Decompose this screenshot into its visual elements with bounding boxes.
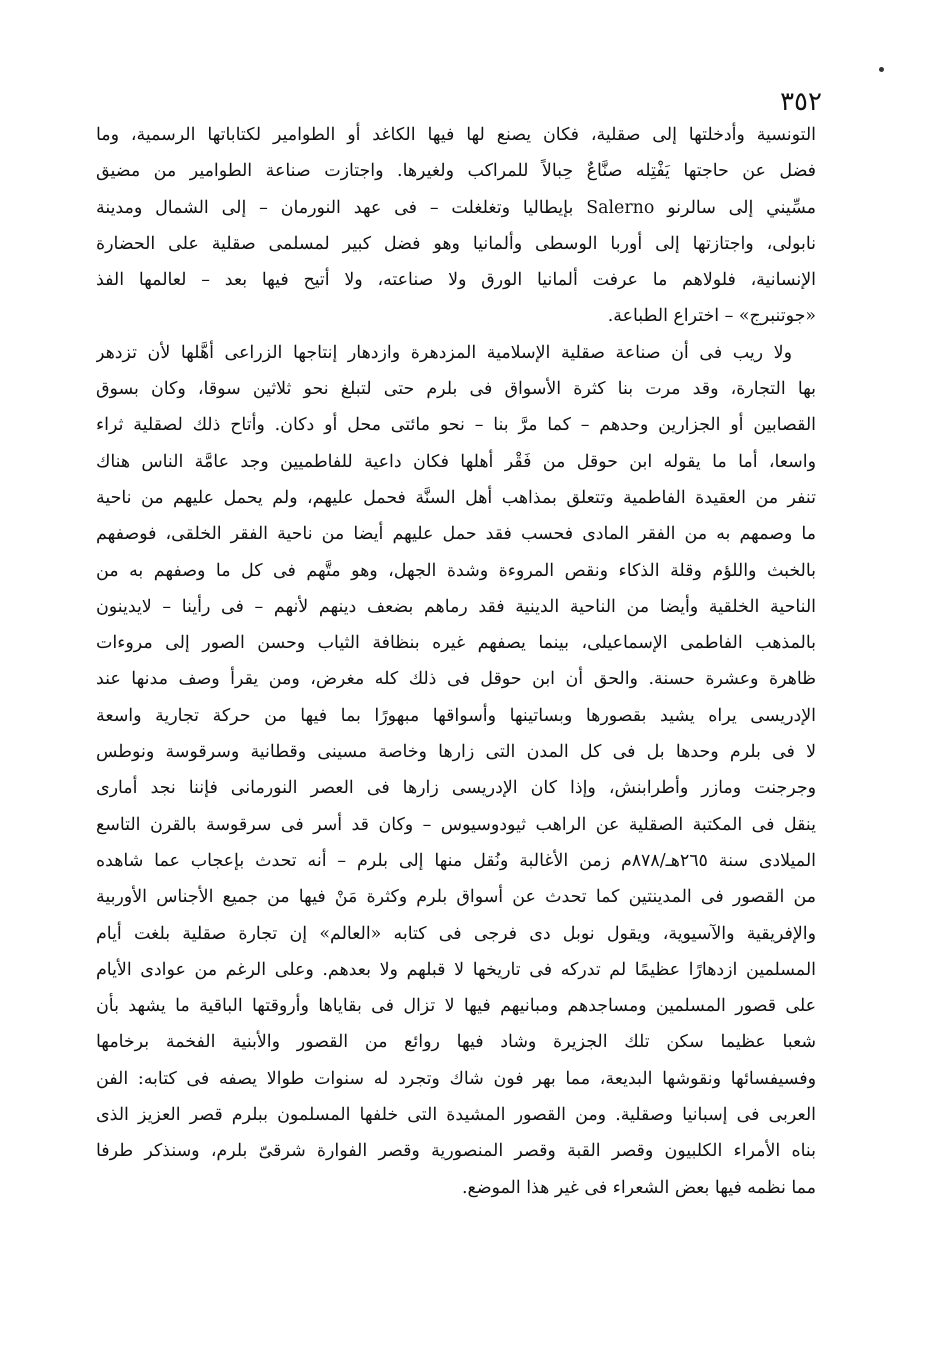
text-line-paragraph-start: ولا ريب فى أن صناعة صقلية الإسلامية المزدهرة وازدهار إنتاجها الزراعى أهَّلها لأن تزدهر (96, 342, 792, 363)
text-line: الإدريسى يراه يشيد بقصورها وبساتينها وأسواقها مبهورًا بما فيها من حركة تجارية واسعة (96, 705, 816, 726)
text-line: نابولى، واجتازتها إلى أوربا الوسطى وألمانيا وهو فضل كبير لمسلمى صقلية على الحضارة (96, 233, 816, 254)
text-line: بها التجارة، وقد مرت بنا كثرة الأسواق فى بلرم حتى لتبلغ نحو ثلاثين سوقا، وكان بسوق (96, 379, 816, 400)
text-line: واسعا، أما ما يقوله ابن حوقل من فَقْر أهلها فكان داعية للفاطميين وجد عامَّة الناس هناك (96, 451, 816, 472)
page-number: ٣٥٢ (780, 87, 822, 117)
text-line: تنفر من العقيدة الفاطمية وتتعلق بمذاهب أهل السنَّة فحمل عليهم، ولم يحمل عليهم من ناحية (96, 487, 816, 508)
text-line: ينقل فى المكتبة الصقلية عن الراهب ثيودوسيوس – وكان قد أسر فى سرقوسة بالقرن التاسع (96, 814, 816, 835)
text-line-paragraph-end: «جوتنبرج» – اختراع الطباعة. (607, 306, 816, 327)
page-speck (879, 67, 884, 72)
text-line: ظاهرة وعشرة حسنة. والحق أن ابن حوقل فى ذلك كله مغرض، ومن يقرأ وصف مدنها عند (96, 669, 816, 690)
text-line: التونسية وأدخلتها إلى صقلية، فكان يصنع لها فيها الكاغد أو الطوامير لكتاباتها الرسمية، وما (96, 125, 816, 145)
text-line-paragraph-end: مما نظمه فيها بعض الشعراء فى غير هذا الموضع. (461, 1177, 816, 1198)
text-line: وجرجنت ومازر وأطرابنش، وإذا كان الإدريسى زارها فى العصر النورمانى فإننا نجد أمارى (96, 778, 816, 799)
text-line: الناحية الخلقية وأيضا من الناحية الدينية فقد رماهم بضعف دينهم لأنهم – فى رأينا – لايدينون (96, 596, 816, 617)
text-line: فضل عن حاجتها يَفْتِله صنَّاعٌ حِبالاً للمراكب ولغيرها. واجتازت صناعة الطوامير من مضيق (96, 161, 816, 182)
text-line: على قصور المسلمين ومساجدهم ومبانيهم فيها لا تزال فى بقاياها وأروقتها الباقية ما يشهد بأن (96, 996, 816, 1017)
text-line: شعبا عظيما سكن تلك الجزيرة وشاد فيها روائع من القصور والأبنية الفخمة برخامها (96, 1032, 816, 1053)
body-text (96, 117, 816, 1206)
text-line: الإنسانية، فلولاهم ما عرفت ألمانيا الورق ولا صناعته، ولا أتيح فيها بعد – لعالمها الفذ (96, 270, 816, 291)
text-line: العربى فى إسبانيا وصقلية. ومن القصور المشيدة التى خلفها المسلمون ببلرم قصر العزيز الذى (96, 1105, 816, 1126)
text-line: بناه الأمراء الكلبيون وقصر القبة وقصر المنصورية وقصر الفوارة شرقىّ بلرم، وسنذكر طرفا (96, 1141, 816, 1162)
text-line: بالخبث واللؤم وقلة الذكاء ونقص المروءة وشدة الجهل، وهو متَّهم فى كل ما وصفهم به من (96, 560, 816, 581)
text-line: من القصور فى المدينتين كما تحدث عن أسواق بلرم وكثرة مَنْ فيها من جميع الأجناس الأوربية (96, 887, 816, 908)
text-line: القصابين أو الجزارين وحدهم – كما مرَّ بنا – نحو مائتى محل أو دكان. وأتاح ذلك لصقلية ثراء (96, 415, 816, 436)
text-line: ما وصمهم به من الفقر المادى فحسب فقد حمل عليهم أيضا من ناحية الفقر الخلقى، فوصفهم (96, 524, 816, 545)
text-line: بالمذهب الفاطمى الإسماعيلى، بينما يصفهم غيره بنظافة الثياب وحسن الصور إلى مروءات (96, 633, 816, 654)
text-line: مسِّيني إلى سالرنو Salerno بإيطاليا وتغلغلت – فى عهد النورمان – إلى الشمال ومدينة (96, 197, 816, 218)
text-line: وفسيفسائها ونقوشها البديعة، مما بهر فون شاك وتجرد له سنوات طوالا يصفه فى كتابه: الفن (96, 1068, 816, 1089)
text-line: لا فى بلرم وحدها بل فى كل المدن التى زارها وخاصة مسينى وقطانية وسرقوسة ونوطس (96, 742, 816, 763)
text-line: والإفريقية والآسيوية، ويقول نوبل دى فرجى فى كتابه «العالم» إن تجارة صقلية بلغت أيام (96, 923, 816, 944)
text-line: المسلمين ازدهارًا عظيمًا لم تدركه فى تاريخها لا قبلهم ولا بعدهم. وعلى الرغم من عوادى الأيام (96, 959, 816, 980)
text-line: الميلادى سنة ٢٦٥هـ/٨٧٨م زمن الأغالبة ونُقل منها إلى بلرم – أنه تحدث بإعجاب عما شاهده (96, 850, 816, 871)
